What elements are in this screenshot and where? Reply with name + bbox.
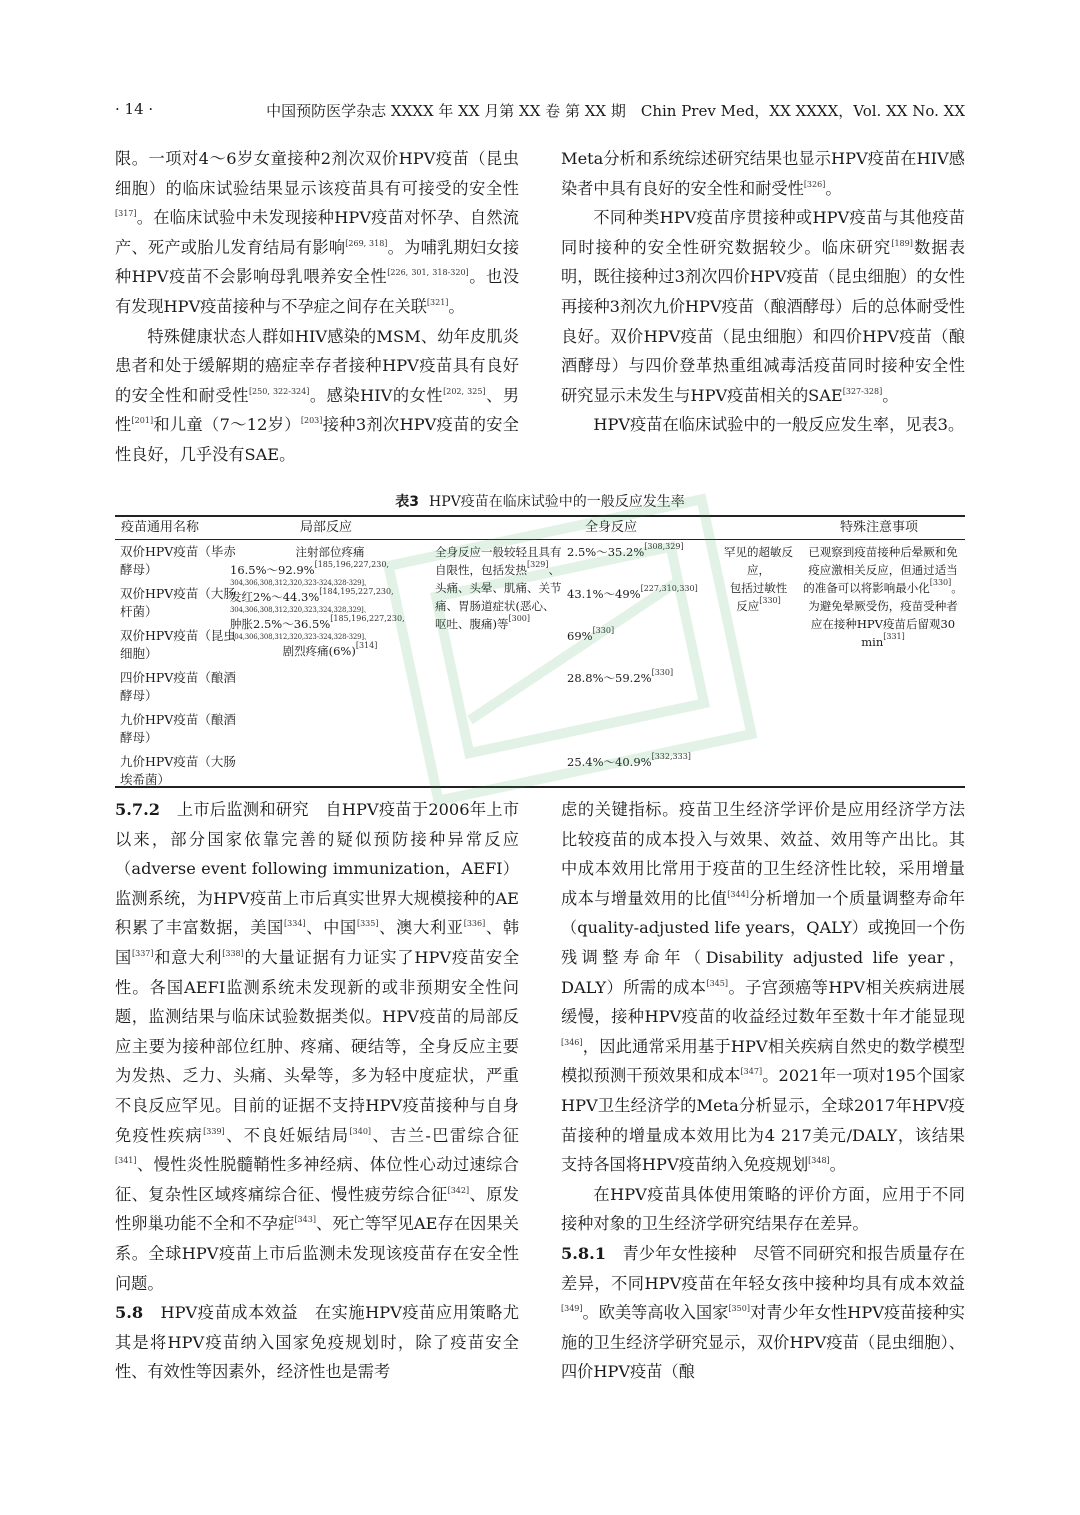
citation: [201] [131, 416, 154, 426]
swelling-rate: 肿胀2.5%～36.5%$^{[185,196,227,230,}$ 304,306,308,312,320,323-324,328-329]、 [230, 615, 430, 642]
section-title: HPV疫苗成本效益 [160, 1303, 299, 1323]
header-systemic-reaction: 全身反应 [585, 520, 638, 535]
section-title: 上市后监测和研究 [176, 800, 309, 819]
citation: [314] [355, 641, 378, 650]
vaccine-name: 九价HPV疫苗（酿酒酵母） [120, 712, 236, 745]
table-caption [115, 492, 965, 514]
running-header [115, 100, 965, 124]
vaccine-name: 双价HPV疫苗（大肠杆菌） [120, 586, 236, 619]
page-number: · 14 · [115, 100, 154, 118]
paragraph: 限。一项对4～6岁女童接种2剂次双价HPV疫苗（昆虫细胞）的临床试验结果显示该疫苗具有可接受的安全性[317]。在临床试验中未发现接种HPV疫苗对怀孕、自然流产、死产或胎儿发育结局有影响[269, 318]。为哺乳期妇女接种HPV疫苗不会影响母乳喂养安全性[226, 301, 318-320]。也没有发现HPV疫苗接种与不孕症之间存在关联[321]。 [115, 149, 520, 316]
header-vaccine-name: 疫苗通用名称 [121, 520, 200, 535]
paragraph: 5.8.1 青少年女性接种 尽管不同研究和报告质量存在差异，不同HPV疫苗在年轻女孩中接种均具有成本效益[349]。欧美等高收入国家[350]对青少年女性HPV疫苗接种实施的卫生经济学研究显示，双价HPV疫苗（昆虫细胞）、四价HPV疫苗（酿 [561, 1243, 966, 1382]
paragraph: 在HPV疫苗具体使用策略的评价方面，应用于不同接种对象的卫生经济学研究结果存在差异。 [561, 1184, 965, 1234]
header-local-reaction: 局部反应 [300, 520, 353, 535]
paragraph: HPV疫苗在临床试验中的一般反应发生率，见表3。 [593, 415, 965, 435]
citation: [321] [426, 297, 449, 307]
citation: [269, 318] [345, 238, 388, 248]
vaccine-name: 双价HPV疫苗（毕赤酵母） [120, 544, 236, 577]
right-column-bottom [561, 795, 965, 1395]
citation-cont: 304,306,308,312,320,323-324,328-329]、 [230, 633, 371, 641]
paragraph: 特殊健康状态人群如HIV感染的MSM、幼年皮肌炎患者和处于缓解期的癌症幸存者接种HPV疫苗具有良好的安全性和耐受性[250, 322-324]。感染HIV的女性[202, 325]、男性[201]和儿童（7～12岁）[203]接种3剂次HPV疫苗的安全性良好，几乎没有SAE。 [115, 326, 520, 464]
systemic-rate: 2.5%～35.2%[308,329] [567, 542, 684, 559]
vaccine-name: 九价HPV疫苗（大肠埃希菌） [120, 754, 236, 787]
reaction-table [115, 515, 965, 787]
table-header-rule [115, 539, 965, 540]
table-top-rule [115, 515, 965, 517]
local-reaction-cell [230, 543, 430, 660]
citation: [300] [508, 614, 531, 623]
citation: [189] [891, 238, 913, 248]
citation: [202, 325] [443, 386, 486, 396]
rare-reaction-cell: 罕见的超敏反应， 包括过敏性 反应[330] [724, 545, 793, 613]
citation: [185,196,227,230, [314, 560, 389, 569]
citation-cont: 304,306,308,312,320,323,324,328,329]、 [230, 606, 371, 614]
paragraph: Meta分析和系统综述研究结果也显示HPV疫苗在HIV感染者中具有良好的安全性和耐受性[326]。 [561, 149, 965, 198]
section-number: 5.8.1 [561, 1243, 607, 1263]
redness-rate: 发红2%～44.3%$^{[184,195,227,230,}$ 304,306,308,312,320,323,324,328,329]、 [230, 588, 430, 615]
severe-pain-rate: 剧烈疼痛(6%)[314] [282, 641, 378, 658]
citation: [326] [803, 179, 826, 189]
systemic-rate: 25.4%～40.9%[332,333] [567, 752, 691, 769]
section-number: 5.7.2 [115, 800, 161, 819]
citation: [330] [759, 596, 781, 605]
pain-rate: 16.5%～92.9%$^{[185,196,227,230,}$ 304,306,308,312,320,323-324,328-329]、 [230, 561, 430, 588]
special-notes-cell: 已观察到疫苗接种后晕厥和免疫应激相关反应，但通过适当的准备可以将影响最小化[330]。为避免晕厥受伤，疫苗受种者应在接种HPV疫苗后留观30 min[331] [803, 545, 963, 649]
citation: [330] [929, 578, 952, 587]
header-special-notes: 特殊注意事项 [840, 520, 919, 535]
systemic-rate: 43.1%～49%[227,310,330] [567, 584, 698, 601]
right-column-top [561, 144, 965, 484]
systemic-rate: 28.8%～59.2%[330] [567, 668, 674, 685]
citation-cont: 304,306,308,312,320,323-324,328-329]、 [230, 579, 371, 587]
journal-citation: 中国预防医学杂志 XXXX 年 XX 月第 XX 卷 第 XX 期 Chin Prev Med，XX XXXX，Vol. XX No. XX [266, 102, 965, 120]
citation: [331] [883, 632, 905, 641]
local-reaction-title: 注射部位疼痛 [295, 545, 365, 559]
vaccine-name: 双价HPV疫苗（昆虫细胞） [120, 628, 236, 661]
table-title: HPV疫苗在临床试验中的一般反应发生率 [429, 494, 685, 510]
citation: [226, 301, 318-320] [387, 268, 469, 278]
citation: [329] [527, 560, 549, 569]
left-column-bottom [115, 795, 519, 1395]
paragraph: 不同种类HPV疫苗序贯接种或HPV疫苗与其他疫苗同时接种的安全性研究数据较少。临床研究[189]数据表明，既往接种过3剂次四价HPV疫苗（昆虫细胞）的女性再接种3剂次九价HPV疫苗（酿酒酵母）后的总体耐受性良好。双价HPV疫苗（昆虫细胞）和四价HPV疫苗（酿酒酵母）与四价登革热重组减毒活疫苗同时接种安全性研究显示未发生与HPV疫苗相关的SAE[327-328]。 [561, 208, 966, 405]
left-column-top [115, 144, 519, 484]
citation: [250, 322-324] [248, 386, 310, 396]
systemic-description-cell: 全身反应一般较轻且具有自限性，包括发热[329]、头痛、头晕、肌痛、关节痛、胃肠道症状(恶心、呕吐、腹痛)等[300] [435, 545, 562, 631]
citation: [184,195,227,230, [319, 587, 394, 596]
paragraph: 虑的关键指标。疫苗卫生经济学评价是应用经济学方法比较疫苗的成本投入与效果、效益、效用等产出比。其中成本效用比常用于疫苗的卫生经济性比较，采用增量成本与增量效用的比值[344]分析增加一个质量调整寿命年（quality-adjusted life years，QALY）或挽回一个伤残调整寿命年（Disability adjusted life year，DALY）所需的成本[345]。子宫颈癌等HPV相关疾病进展缓慢，接种HPV疫苗的收益经过数年至数十年才能显现[346]，因此通常采用基于HPV相关疾病自然史的数学模型模拟预测干预效果和成本[347]。2021年一项对195个国家HPV卫生经济学的Meta分析显示，全球2017年HPV疫苗接种的增量成本效用比为4 217美元/DALY，该结果支持各国将HPV疫苗纳入免疫规划[348]。 [561, 800, 966, 1175]
citation: [203] [300, 416, 323, 426]
systemic-rate: 69%[330] [567, 626, 615, 643]
vaccine-name: 四价HPV疫苗（酿酒酵母） [120, 670, 236, 703]
table-label: 表3 [395, 494, 419, 510]
citation: [317] [115, 209, 137, 219]
section-title: 青少年女性接种 [622, 1243, 737, 1263]
paragraph: 5.8 HPV疫苗成本效益 在实施HPV疫苗应用策略尤其是将HPV疫苗纳入国家免疫规划时，除了疫苗安全性、有效性等因素外，经济性也是需考 [115, 1303, 520, 1382]
citation: [185,196,227,230, [330, 614, 405, 623]
section-number: 5.8 [115, 1303, 144, 1323]
paragraph: 5.7.2 上市后监测和研究 自HPV疫苗于2006年上市以来，部分国家依靠完善的疑似预防接种异常反应（adverse event following immunization，AEFI）监测系统，为HPV疫苗上市后真实世界大规模接种的AE积累了丰富数据，美国[334]、中国[335]、澳大利亚[336]、韩国[337]和意大利[338]的大量证据有力证实了HPV疫苗安全性。各国AEFI监测系统未发现新的或非预期安全性问题，监测结果与临床试验数据类似。HPV疫苗的局部反应主要为接种部位红肿、疼痛、硬结等，全身反应主要为发热、乏力、头痛、头晕等，多为轻中度症状，严重不良反应罕见。目前的证据不支持HPV疫苗接种与自身免疫性疾病[339]、不良妊娠结局[340]、吉兰-巴雷综合征[341]、慢性炎性脱髓鞘性多神经病、体位性心动过速综合征、复杂性区域疼痛综合征、慢性疲劳综合征[342]、原发性卵巢功能不全和不孕症[343]、死亡等罕见AE存在因果关系。全球HPV疫苗上市后监测未发现该疫苗存在安全性问题。 [115, 800, 520, 1293]
table-bottom-rule [115, 786, 965, 788]
citation: [327-328] [842, 386, 883, 396]
